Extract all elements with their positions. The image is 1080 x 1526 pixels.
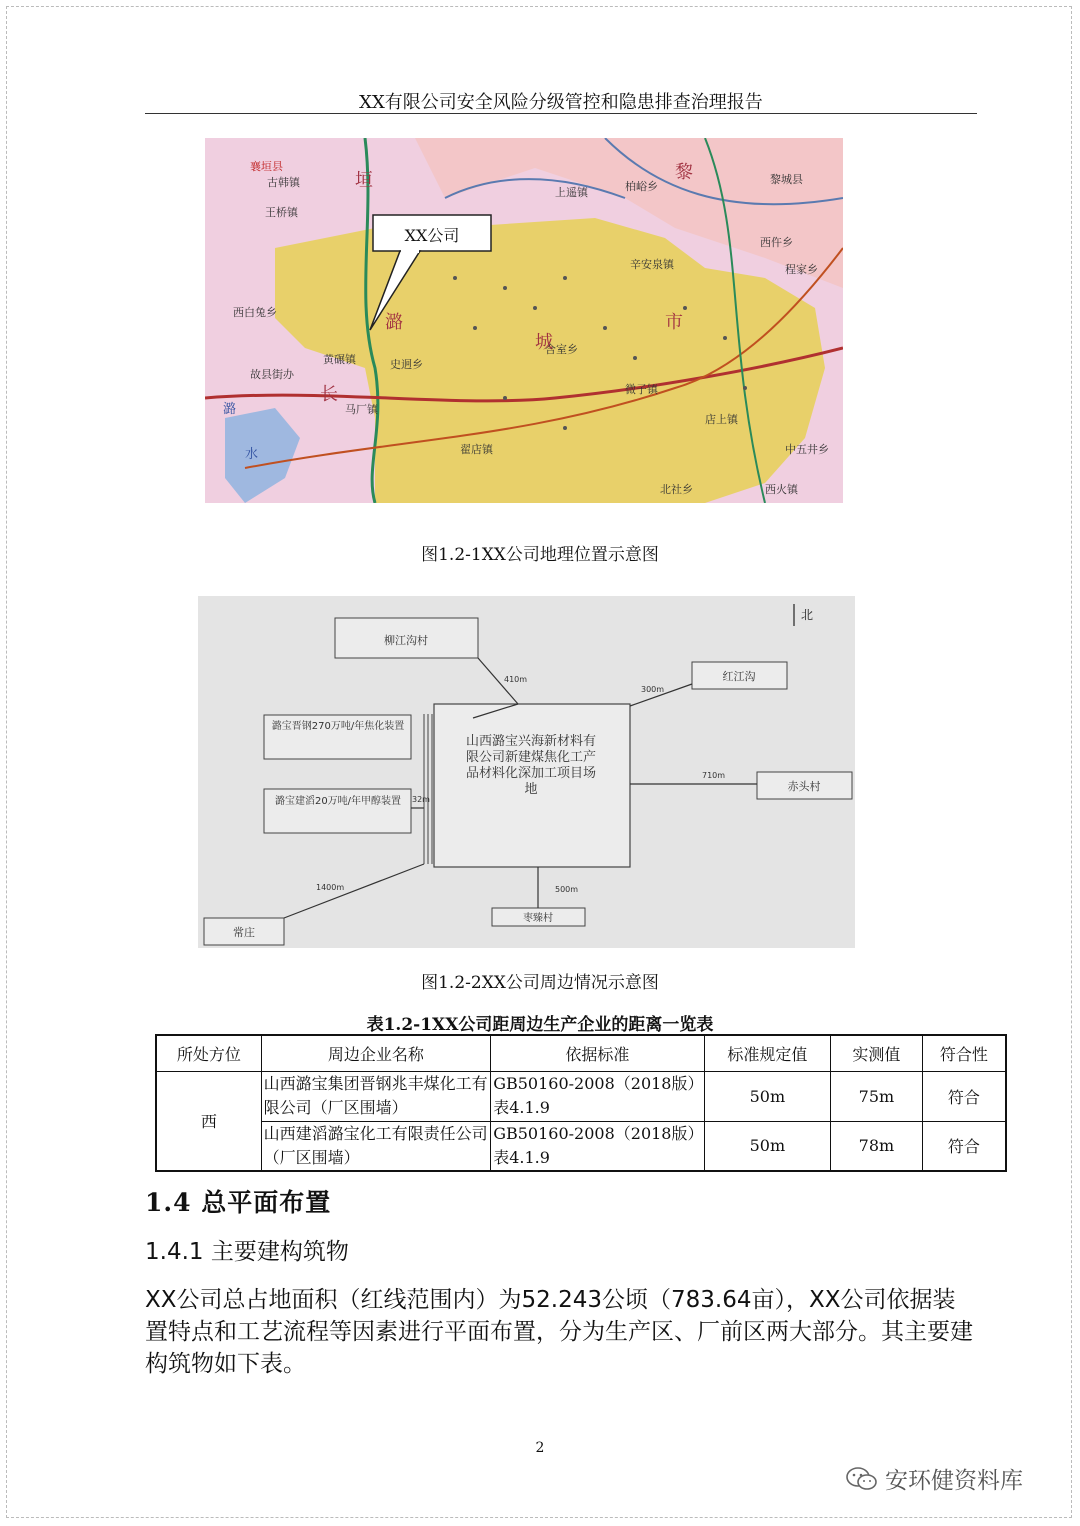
map-label: 史迥乡 <box>390 358 423 371</box>
map-label: 长 <box>320 384 338 405</box>
page-header: XX有限公司安全风险分级管控和隐患排查治理报告 <box>359 92 763 113</box>
site-label: 山西潞宝兴海新材料有限公司新建煤焦化工产品材料化深加工项目场地 <box>465 734 596 797</box>
box-hongjianggou: 红江沟 <box>722 670 756 683</box>
map-label: 店上镇 <box>705 413 738 426</box>
map-label: 西火镇 <box>765 483 798 496</box>
surroundings-diagram <box>198 596 855 948</box>
td-standard: GB50160-2008（2018版）表4.1.9 <box>491 1121 704 1171</box>
map-label: 北社乡 <box>660 483 693 496</box>
th-required: 标准规定值 <box>704 1035 831 1071</box>
dist-label: 32m <box>412 795 430 804</box>
map-label: 翟店镇 <box>460 443 493 456</box>
td-required: 50m <box>704 1121 831 1171</box>
body-paragraph: XX公司总占地面积（红线范围内）为52.243公顷（783.64亩），XX公司依据装置特点和工艺流程等因素进行平面布置，分为生产区、厂前区两大部分。其主要建构筑物如下表。 <box>145 1287 973 1377</box>
td-direction: 西 <box>156 1071 261 1171</box>
map-label: 中五井乡 <box>785 443 829 456</box>
callout-label: XX公司 <box>404 226 460 245</box>
dist-label: 300m <box>641 685 665 694</box>
map-label: 古韩镇 <box>267 176 300 189</box>
td-standard: GB50160-2008（2018版）表4.1.9 <box>491 1071 704 1121</box>
header-rule <box>145 113 977 114</box>
box-chitou: 赤头村 <box>787 780 821 793</box>
table-row <box>156 1071 1006 1121</box>
map-label: 辛安泉镇 <box>630 258 674 271</box>
box-coking: 潞宝晋钢270万吨/年焦化装置 <box>271 721 405 732</box>
td-name: 山西建滔潞宝化工有限责任公司（厂区围墙） <box>261 1121 491 1171</box>
table-row <box>156 1121 1006 1171</box>
box-changzhuang: 常庄 <box>233 926 255 939</box>
th-measured: 实测值 <box>831 1035 923 1071</box>
th-standard: 依据标准 <box>491 1035 704 1071</box>
map-label: 王桥镇 <box>265 206 298 219</box>
map-label: 黄碾镇 <box>323 353 356 366</box>
watermark-text: 安环健资料库 <box>885 1468 1023 1494</box>
th-direction: 所处方位 <box>156 1035 261 1071</box>
watermark <box>845 1462 1023 1495</box>
dist-label: 1400m <box>316 883 345 892</box>
dist-label: 500m <box>555 885 579 894</box>
box-methanol: 潞宝建滔20万吨/年甲醇装置 <box>274 796 402 807</box>
map-label: 襄垣县 <box>250 160 283 173</box>
map-label: 黎 <box>675 162 693 183</box>
map-label: 潞 <box>385 312 403 333</box>
subsection-title: 1.4.1 主要建构筑物 <box>145 1239 349 1265</box>
td-name: 山西潞宝集团晋钢兆丰煤化工有限公司（厂区围墙） <box>261 1071 491 1121</box>
map-label: 水 <box>245 447 259 462</box>
td-measured: 78m <box>831 1121 923 1171</box>
figure1-caption: 图1.2-1XX公司地理位置示意图 <box>421 545 659 565</box>
map-label: 马厂镇 <box>345 403 378 416</box>
location-map <box>205 138 843 503</box>
map-label: 微子镇 <box>625 383 658 396</box>
dist-label: 710m <box>702 771 726 780</box>
td-conform: 符合 <box>922 1121 1006 1171</box>
page-number: 2 <box>535 1440 545 1456</box>
td-conform: 符合 <box>922 1071 1006 1121</box>
td-required: 50m <box>704 1071 831 1121</box>
map-label: 潞 <box>223 402 237 417</box>
map-label: 合室乡 <box>545 343 578 356</box>
diagram-svg <box>198 596 855 948</box>
distance-table <box>155 1034 1007 1172</box>
map-label: 城 <box>535 332 553 353</box>
map-label: 上遥镇 <box>555 186 588 199</box>
th-name: 周边企业名称 <box>261 1035 491 1071</box>
map-label: 黎城县 <box>770 173 803 186</box>
table-header-row <box>156 1035 1006 1071</box>
map-label: 故县街办 <box>250 368 294 381</box>
map-label: 西白兔乡 <box>233 306 277 319</box>
box-liujianggou: 柳江沟村 <box>384 634 428 647</box>
map-label: 西仵乡 <box>760 236 793 249</box>
th-conform: 符合性 <box>922 1035 1006 1071</box>
wechat-icon <box>845 1466 879 1492</box>
map-label: 程家乡 <box>785 263 818 276</box>
dist-label: 410m <box>504 675 528 684</box>
map-label: 柏峪乡 <box>625 180 658 193</box>
box-zaozhen: 枣臻村 <box>523 913 553 924</box>
td-measured: 75m <box>831 1071 923 1121</box>
map-svg <box>205 138 843 503</box>
north-label: 北 <box>801 608 814 622</box>
map-label: 垣 <box>355 170 373 191</box>
map-label: 市 <box>665 312 683 333</box>
section-title: 1.4 总平面布置 <box>145 1188 332 1217</box>
figure2-caption: 图1.2-2XX公司周边情况示意图 <box>421 973 659 993</box>
table-title: 表1.2-1XX公司距周边生产企业的距离一览表 <box>366 1015 714 1035</box>
